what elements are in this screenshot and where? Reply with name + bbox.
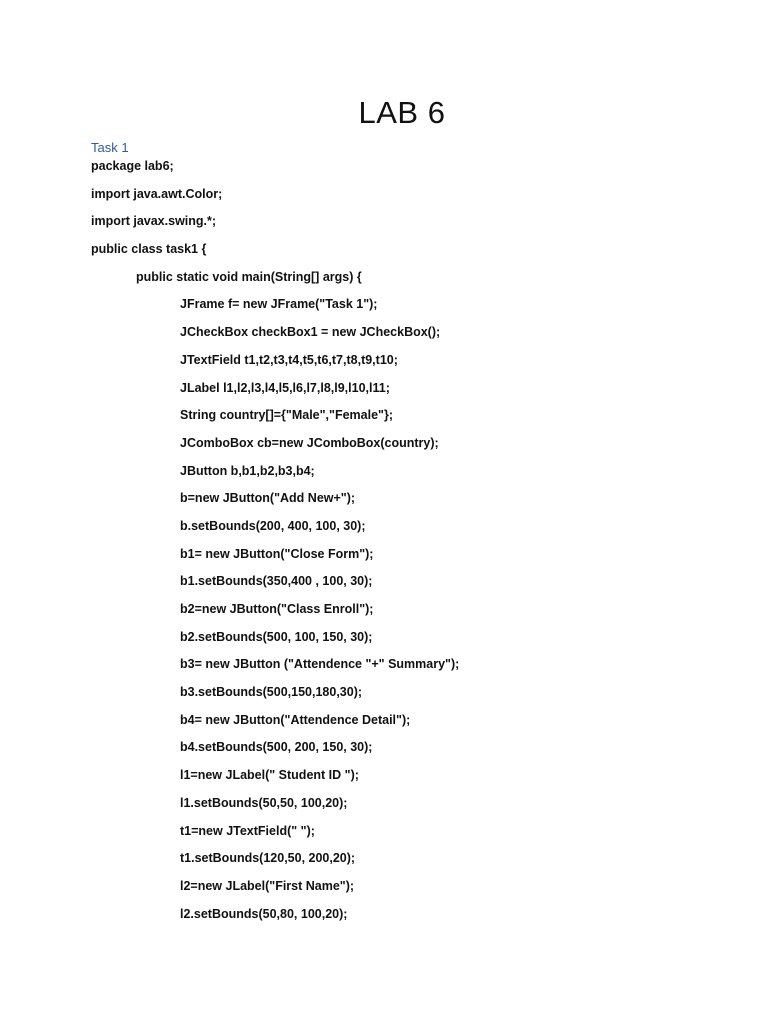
code-line: l1.setBounds(50,50, 100,20); (180, 795, 348, 810)
code-line: l2.setBounds(50,80, 100,20); (180, 906, 348, 921)
code-line: public static void main(String[] args) { (136, 269, 362, 284)
code-line: b4.setBounds(500, 200, 150, 30); (180, 740, 373, 755)
code-line: b4= new JButton("Attendence Detail"); (180, 712, 411, 727)
code-line: JCheckBox checkBox1 = new JCheckBox(); (180, 325, 441, 340)
code-line: public class task1 { (91, 242, 207, 257)
code-line: b=new JButton("Add New+"); (180, 491, 356, 506)
code-line: JTextField t1,t2,t3,t4,t5,t6,t7,t8,t9,t10; (180, 352, 398, 367)
code-line: b2=new JButton("Class Enroll"); (180, 602, 374, 616)
code-line: import javax.swing.*; (91, 214, 217, 229)
code-line: b2.setBounds(500, 100, 150, 30); (180, 629, 373, 644)
code-line: JFrame f= new JFrame("Task 1"); (180, 297, 378, 312)
code-listing (0, 156, 768, 931)
code-line: b1.setBounds(350,400 , 100, 30); (180, 574, 373, 589)
code-line: t1=new JTextField(" "); (180, 823, 315, 838)
code-line: JComboBox cb=new JComboBox(country); (180, 435, 439, 450)
code-line: b3= new JButton ("Attendence "+" Summary"); (180, 657, 460, 672)
section-heading: Task 1 (91, 140, 129, 155)
code-line: b3.setBounds(500,150,180,30); (180, 685, 363, 700)
code-line: t1.setBounds(120,50, 200,20); (180, 851, 356, 866)
code-line: JButton b,b1,b2,b3,b4; (180, 463, 315, 478)
code-line: l2=new JLabel("First Name"); (180, 878, 355, 893)
code-line: b.setBounds(200, 400, 100, 30); (180, 518, 366, 533)
document-title: LAB 6 (358, 95, 446, 130)
code-line: b1= new JButton("Close Form"); (180, 546, 374, 561)
code-line: String country[]={"Male","Female"}; (180, 408, 393, 423)
code-line: package lab6; (91, 159, 174, 173)
code-line: l1=new JLabel(" Student ID "); (180, 768, 359, 783)
code-line: import java.awt.Color; (91, 186, 223, 201)
code-line: JLabel l1,l2,l3,l4,l5,l6,l7,l8,l9,l10,l11; (180, 380, 390, 395)
